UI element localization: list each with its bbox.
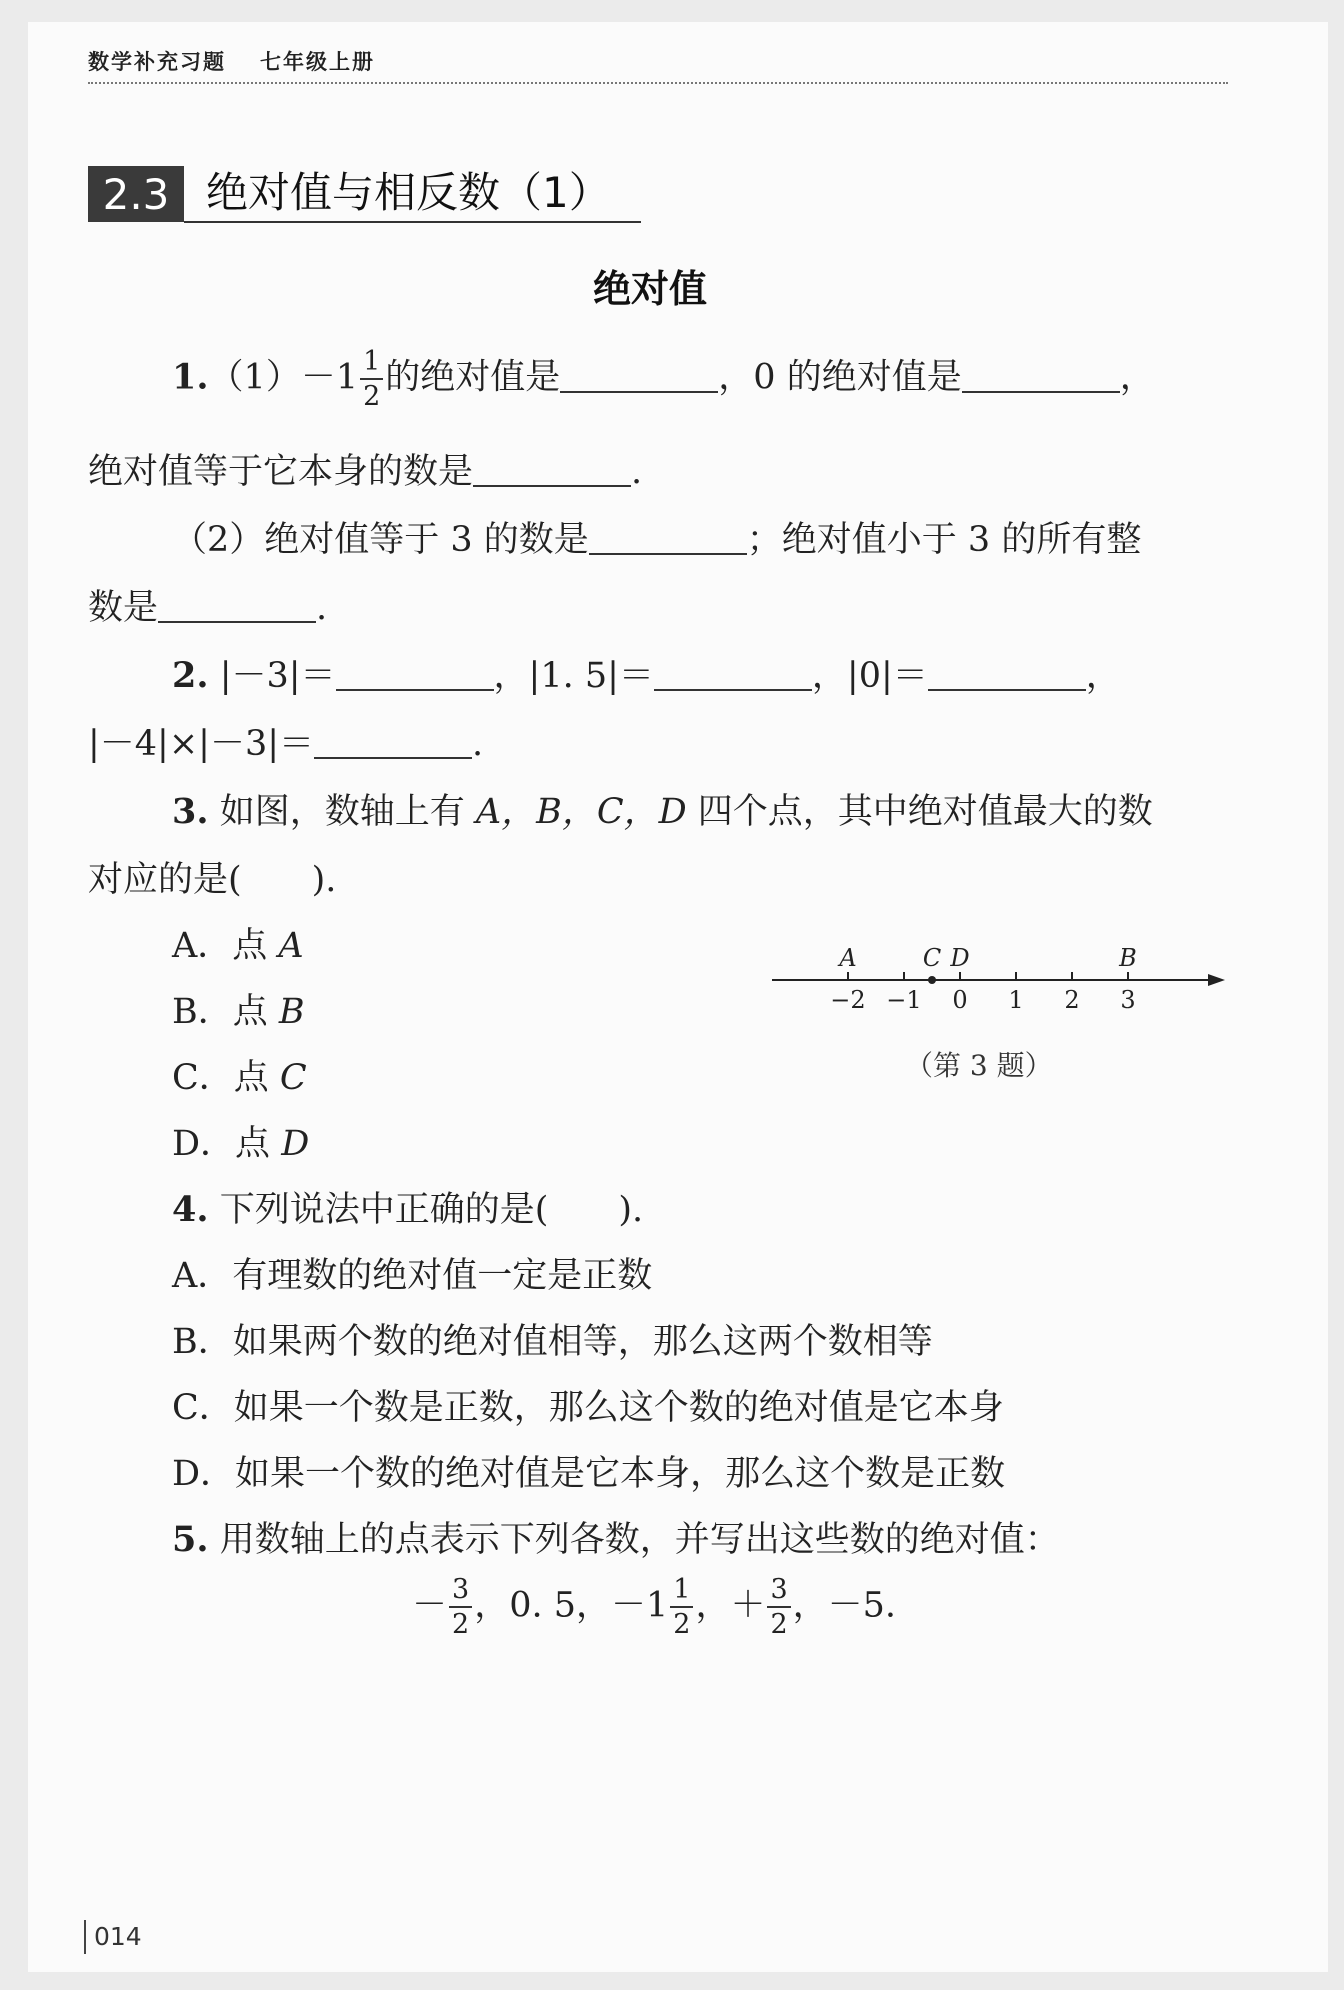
point-label: C bbox=[922, 944, 942, 972]
q1-line-2 bbox=[88, 444, 642, 494]
answer-blank[interactable] bbox=[560, 361, 718, 393]
q3-option-c[interactable] bbox=[172, 1050, 307, 1100]
answer-blank[interactable] bbox=[314, 727, 472, 759]
number-line-tick-label: 0 bbox=[952, 986, 968, 1014]
q4-option-a[interactable]: A．有理数的绝对值一定是正数 bbox=[172, 1256, 653, 1296]
q3-points: A，B，C，D bbox=[475, 792, 687, 832]
fraction-numerator: 1 bbox=[360, 348, 383, 380]
q3-option-b[interactable] bbox=[172, 984, 305, 1034]
q3-line-1 bbox=[172, 784, 1153, 834]
number-line-tick-label: 2 bbox=[1064, 986, 1080, 1014]
section-title: 绝对值与相反数（1） bbox=[184, 165, 641, 223]
number-line-tick-label: 1 bbox=[1008, 986, 1024, 1014]
option-point: B bbox=[278, 992, 305, 1032]
q4-option-c[interactable]: C．如果一个数是正数，那么这个数的绝对值是它本身 bbox=[172, 1388, 1004, 1428]
q2-expr-d: |－4|×|－3|＝ bbox=[88, 724, 315, 764]
q3-line-2: 对应的是( ). bbox=[88, 860, 337, 900]
fraction-denominator: 2 bbox=[452, 1609, 470, 1640]
q1-number: 1. bbox=[172, 356, 209, 398]
period: . bbox=[472, 724, 484, 764]
answer-blank[interactable] bbox=[962, 361, 1120, 393]
fraction-denominator: 2 bbox=[673, 1609, 691, 1640]
option-point: A bbox=[278, 926, 304, 966]
q2-expr-c: ，|0|＝ bbox=[811, 656, 928, 696]
q4-option-b[interactable]: B．如果两个数的绝对值相等，那么这两个数相等 bbox=[172, 1322, 933, 1362]
q5-line-1 bbox=[172, 1512, 1060, 1562]
q1-part1-line2: 绝对值等于它本身的数是 bbox=[88, 452, 474, 492]
q4-option-d[interactable]: D．如果一个数的绝对值是它本身，那么这个数是正数 bbox=[172, 1454, 1006, 1494]
q5-text: 用数轴上的点表示下列各数，并写出这些数的绝对值： bbox=[219, 1520, 1060, 1560]
answer-blank[interactable] bbox=[654, 659, 812, 691]
point-label: A bbox=[839, 944, 857, 972]
option-point: D bbox=[281, 1124, 310, 1164]
number-line-tick-label: −1 bbox=[886, 986, 922, 1014]
q3-number: 3. bbox=[172, 791, 209, 832]
option-label: A．点 bbox=[172, 926, 279, 966]
minus-sign: － bbox=[412, 1585, 448, 1626]
q2-end: ， bbox=[1085, 656, 1121, 696]
q1-part1-prefix: （1）－1 bbox=[208, 357, 359, 398]
fraction-numerator: 1 bbox=[670, 1576, 693, 1608]
fraction bbox=[670, 1576, 693, 1638]
expression-text: ，－5. bbox=[792, 1585, 897, 1626]
q5-number: 5. bbox=[172, 1519, 209, 1560]
section-heading bbox=[88, 166, 641, 222]
q3-option-a[interactable] bbox=[172, 918, 304, 968]
fraction-denominator: 2 bbox=[363, 381, 381, 412]
answer-blank[interactable] bbox=[158, 591, 316, 623]
q1-fraction bbox=[360, 348, 383, 410]
q1-part2-text2: ；绝对值小于 3 的所有整 bbox=[746, 520, 1142, 560]
q3-text2: 四个点，其中绝对值最大的数 bbox=[686, 792, 1153, 832]
expression-text: ，＋ bbox=[695, 1585, 766, 1626]
page-number: 014 bbox=[84, 1920, 142, 1954]
number-line-arrow bbox=[1208, 974, 1225, 986]
fraction-numerator: 3 bbox=[449, 1576, 472, 1608]
number-line-tick-label: −2 bbox=[830, 986, 866, 1014]
point-label: D bbox=[950, 944, 970, 972]
period: . bbox=[631, 452, 643, 492]
q5-expression bbox=[412, 1576, 896, 1638]
q1-part2-line-1 bbox=[172, 512, 1141, 562]
q1-part2-text: （2）绝对值等于 3 的数是 bbox=[172, 520, 589, 560]
subsection-title: 绝对值 bbox=[592, 267, 707, 311]
answer-blank[interactable] bbox=[928, 659, 1086, 691]
q1-part2-line-2 bbox=[88, 580, 327, 630]
option-label: B．点 bbox=[172, 992, 279, 1032]
q1-part2-line2: 数是 bbox=[88, 588, 159, 628]
q4-line-1 bbox=[172, 1182, 643, 1232]
header-divider bbox=[88, 82, 1228, 84]
fraction-denominator: 2 bbox=[770, 1609, 788, 1640]
period: . bbox=[316, 588, 328, 628]
fraction bbox=[449, 1576, 472, 1638]
answer-blank[interactable] bbox=[473, 455, 631, 487]
q2-expr-a: |－3|＝ bbox=[219, 656, 336, 696]
running-header bbox=[88, 46, 409, 76]
answer-blank[interactable] bbox=[589, 523, 747, 555]
point-marker bbox=[928, 976, 936, 984]
number-line-tick-label: 3 bbox=[1120, 986, 1136, 1014]
q4-number: 4. bbox=[172, 1189, 209, 1230]
q1-part1-text: 的绝对值是 bbox=[385, 357, 561, 398]
expression-text: ，0. 5，－1 bbox=[474, 1585, 669, 1626]
section-number: 2.3 bbox=[88, 166, 184, 222]
q1-line-1 bbox=[172, 348, 1155, 410]
answer-blank[interactable] bbox=[336, 659, 494, 691]
option-point: C bbox=[279, 1058, 307, 1098]
book-title: 数学补充习题 bbox=[88, 50, 226, 74]
figure-caption: （第 3 题） bbox=[905, 1049, 1053, 1082]
q3-option-d[interactable] bbox=[172, 1116, 309, 1166]
q2-line-2 bbox=[88, 716, 483, 766]
fraction bbox=[767, 1576, 790, 1638]
option-label: C．点 bbox=[172, 1058, 280, 1098]
point-label: B bbox=[1119, 944, 1137, 972]
grade-label: 七年级上册 bbox=[260, 50, 375, 74]
q1-part1-end: ， bbox=[1119, 357, 1155, 398]
q4-text: 下列说法中正确的是( ). bbox=[219, 1190, 644, 1230]
q2-number: 2. bbox=[172, 655, 209, 696]
option-label: D．点 bbox=[172, 1124, 282, 1164]
q1-part1-text2: ，0 的绝对值是 bbox=[718, 357, 962, 398]
q2-line-1 bbox=[172, 648, 1121, 698]
fraction-numerator: 3 bbox=[767, 1576, 790, 1608]
q3-text: 如图，数轴上有 bbox=[219, 792, 476, 832]
q2-expr-b: ，|1. 5|＝ bbox=[493, 656, 654, 696]
number-line-figure bbox=[770, 936, 1230, 1016]
